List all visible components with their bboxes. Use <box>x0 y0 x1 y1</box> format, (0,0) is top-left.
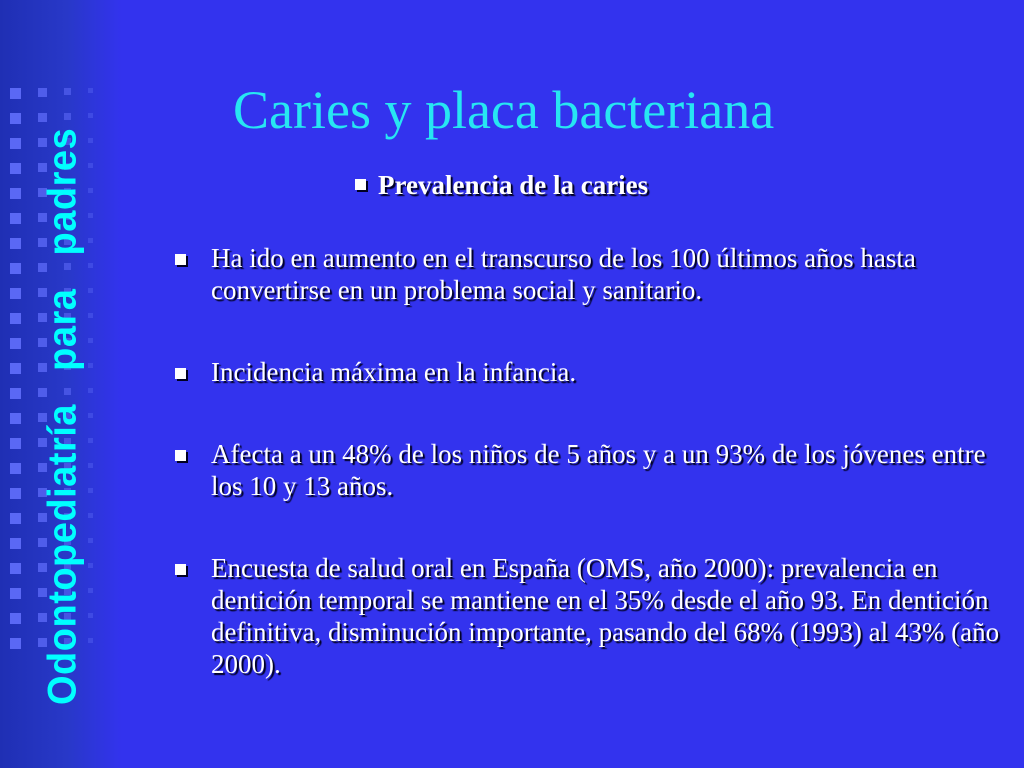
decorative-square <box>10 438 21 449</box>
square-bullet-icon <box>175 368 186 379</box>
sidebar-vertical-title: Odontopediatría para padres <box>41 127 86 705</box>
list-item <box>175 356 1015 388</box>
decorative-square <box>88 488 93 493</box>
decorative-square <box>88 238 93 243</box>
decorative-square <box>88 588 93 593</box>
list-item-text: Afecta a un 48% de los niños de 5 años y a un 93% de los jóvenes entre los 10 y 13 años. <box>211 439 986 501</box>
decorative-square <box>88 413 93 418</box>
square-bullet-icon <box>175 254 186 265</box>
decorative-square <box>88 263 93 268</box>
decorative-square <box>38 88 47 97</box>
decorative-square <box>10 613 21 624</box>
decorative-square <box>10 538 21 549</box>
decorative-square <box>64 113 71 120</box>
list-item-text: Encuesta de salud oral en España (OMS, año 2000): prevalencia en dentición temporal se mantiene en el 35% desde el año 93. En dentición definitiva, disminución importante, pasando del 68% (1993) al 43% (año 2000). <box>211 553 1000 679</box>
decorative-square <box>10 638 21 649</box>
decorative-square <box>88 188 93 193</box>
decorative-square <box>10 363 21 374</box>
decorative-square <box>10 238 21 249</box>
bullet-list <box>175 242 1015 680</box>
decorative-square <box>10 163 21 174</box>
subtitle-text: Prevalencia de la caries <box>378 170 649 200</box>
slide-title: Caries y placa bacteriana <box>233 80 775 140</box>
list-item <box>175 552 1015 680</box>
decorative-square <box>88 88 93 93</box>
decorative-square <box>88 113 93 118</box>
square-bullet-icon <box>355 179 366 190</box>
decorative-square <box>10 113 21 124</box>
decorative-square <box>10 88 21 99</box>
slide-subtitle <box>355 170 648 201</box>
decorative-square <box>64 88 71 95</box>
decorative-square <box>10 138 21 149</box>
list-item-text: Ha ido en aumento en el transcurso de los 100 últimos años hasta convertirse en un problema social y sanitario. <box>211 243 916 305</box>
decorative-square <box>38 113 47 122</box>
decorative-square <box>88 138 93 143</box>
decorative-square <box>10 313 21 324</box>
decorative-square <box>10 463 21 474</box>
list-item-text: Incidencia máxima en la infancia. <box>211 357 577 387</box>
list-item <box>175 438 1015 502</box>
decorative-square <box>10 213 21 224</box>
decorative-square <box>10 288 21 299</box>
square-bullet-icon <box>175 564 186 575</box>
decorative-square <box>88 213 93 218</box>
decorative-square <box>10 563 21 574</box>
decorative-square <box>88 638 93 643</box>
decorative-square <box>88 513 93 518</box>
decorative-square <box>10 188 21 199</box>
decorative-square <box>88 363 93 368</box>
decorative-square <box>88 338 93 343</box>
decorative-square <box>10 263 21 274</box>
decorative-square <box>88 388 93 393</box>
decorative-square <box>88 613 93 618</box>
decorative-square <box>88 288 93 293</box>
decorative-square <box>88 463 93 468</box>
decorative-square <box>10 388 21 399</box>
decorative-square <box>10 588 21 599</box>
decorative-square <box>88 438 93 443</box>
list-item <box>175 242 1015 306</box>
decorative-square <box>88 538 93 543</box>
square-bullet-icon <box>175 450 186 461</box>
decorative-square <box>10 488 21 499</box>
decorative-square <box>88 313 93 318</box>
decorative-square <box>10 513 21 524</box>
decorative-square <box>88 163 93 168</box>
decorative-square <box>88 563 93 568</box>
decorative-square <box>10 413 21 424</box>
decorative-square <box>10 338 21 349</box>
